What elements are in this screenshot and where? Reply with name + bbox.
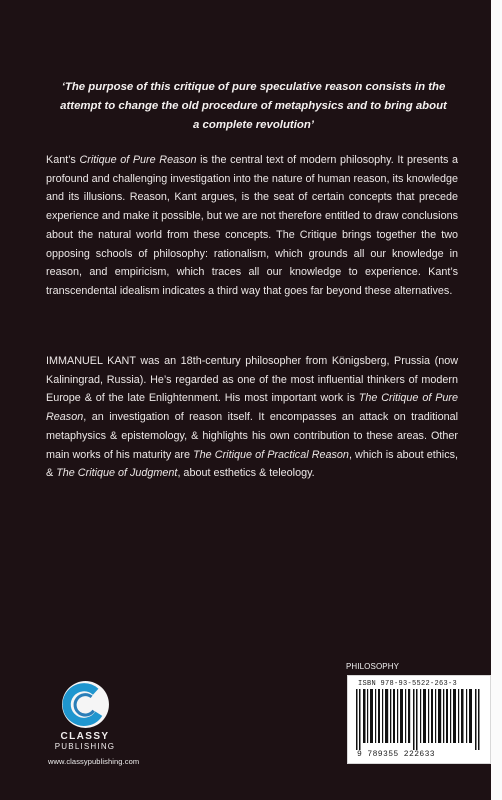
- author-bio-part-2: , an investigation of reason itself. It encompasses an attack on traditional metaphysics & epistemology, & highlights his own contribution to these areas. Other main works of his maturity are: [46, 411, 458, 461]
- description-prefix: Kant’s: [46, 154, 76, 166]
- featured-quote: ‘The purpose of this critique of pure speculative reason consists in the attempt to change the old procedure of metaphysics and to bring about a complete revolution’: [60, 81, 447, 131]
- work-title-critique-judgment: The Critique of Judgment: [56, 467, 178, 480]
- author-bio-part-4: , about esthetics & teleology.: [177, 467, 315, 480]
- isbn-number: 9 789355 222633: [357, 750, 436, 759]
- publisher-subname: PUBLISHING: [54, 742, 116, 751]
- book-description: [46, 151, 458, 301]
- book-category: PHILOSOPHY: [346, 662, 400, 671]
- barcode-icon: [356, 689, 484, 750]
- work-title-critique-practical-reason: The Critique of Practical Reason: [193, 448, 349, 461]
- author-bio-part-1: IMMANUEL KANT was an 18th-century philosopher from Königsberg, Prussia (now Kaliningrad, Russia). He’s regarded as one of the most influential thinkers of modern Europe & of the late Enlightenment. His most important work is: [46, 355, 458, 405]
- book-title-reference: Critique of Pure Reason: [79, 154, 197, 166]
- work-title-critique-pure-reason: The Critique of Pure Reason: [46, 392, 459, 424]
- publisher-logo: [49, 679, 121, 751]
- right-page-gutter: [491, 0, 502, 800]
- author-bio-part-3: , which is about ethics, &: [46, 448, 458, 480]
- description-body: is the central text of modern philosophy. It presents a profound and challenging investigation into the nature of human reason, its knowledge and its illusions. Reason, Kant argues, is the seat of certain concepts that precede experience and make it possible, but we are not therefore entitled to draw conclusions about the natural world from these concepts. The Critique brings together the two opposing schools of philosophy: rationalism, which grounds all our knowledge in reason, and empiricism, which traces all our knowledge to experience. Kant’s transcendental idealism indicates a third way that goes far beyond these alternatives.: [46, 154, 458, 297]
- isbn-label: ISBN 978-93-5522-263-3: [358, 680, 458, 688]
- classy-publishing-logo-icon: [60, 679, 111, 730]
- publisher-name: CLASSY: [60, 731, 110, 742]
- author-biography: [46, 352, 458, 483]
- publisher-website[interactable]: www.classypublishing.com: [48, 757, 140, 766]
- isbn-barcode-panel: [347, 675, 491, 764]
